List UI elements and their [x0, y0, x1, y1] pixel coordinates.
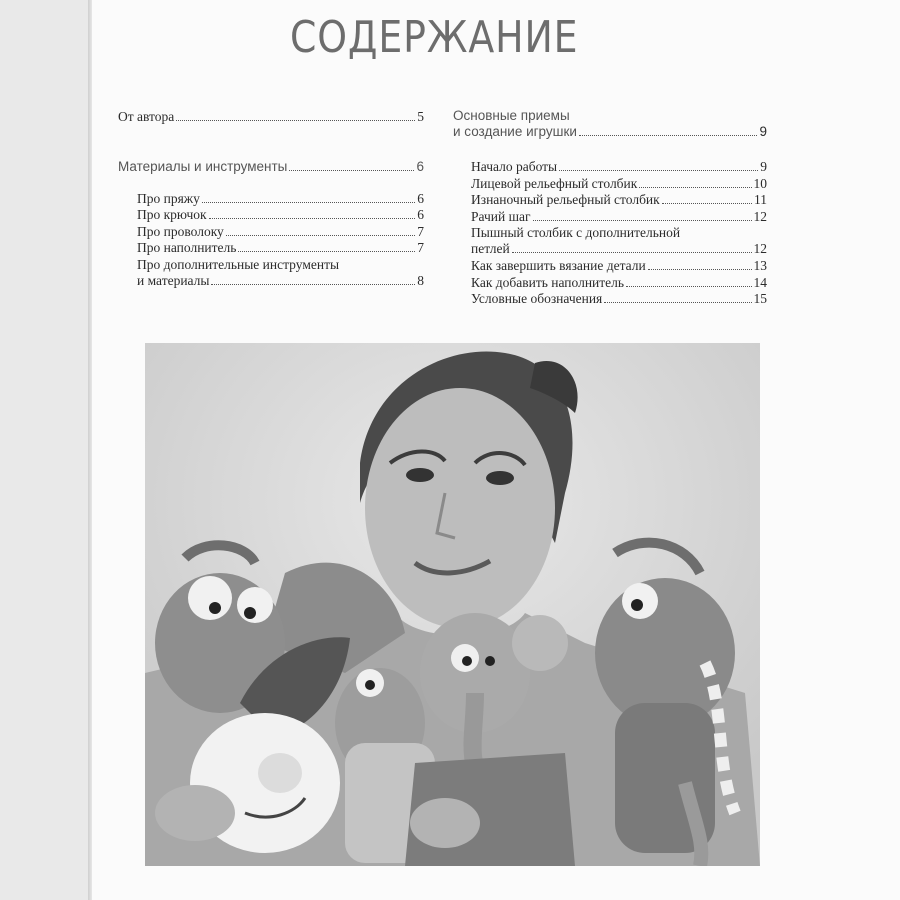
toc-leader — [639, 187, 751, 188]
toc-entry-start[interactable] — [471, 159, 767, 175]
toc-entry-puff-stitch[interactable] — [471, 225, 767, 257]
toc-entry-materials[interactable] — [118, 159, 424, 175]
toc-entry-stuffing[interactable] — [471, 275, 767, 291]
toc-page: 8 — [417, 273, 424, 288]
toc-page: 6 — [416, 159, 424, 174]
toc-label-line1: Пышный столбик с дополнительной — [471, 225, 681, 240]
toc-label: Изнаночный рельефный столбик — [471, 192, 660, 207]
toc-page: 10 — [753, 176, 767, 191]
toc-label: Про пряжу — [137, 191, 200, 206]
toc-label: Рачий шаг — [471, 209, 531, 224]
toc-entry-back-post[interactable] — [471, 192, 767, 208]
author-photo — [145, 343, 760, 866]
toc-section-label-line1: Основные приемы — [453, 108, 570, 123]
toc-entry-finish[interactable] — [471, 258, 767, 274]
face-shape — [365, 388, 555, 628]
toc-leader — [238, 251, 415, 252]
toc-label: Лицевой рельефный столбик — [471, 176, 638, 191]
toc-page: 14 — [753, 275, 767, 290]
toc-page: 12 — [753, 241, 767, 256]
toc-entry-front-post[interactable] — [471, 176, 767, 192]
toc-entry-filler[interactable] — [137, 240, 424, 256]
toc-page: 9 — [760, 159, 767, 174]
toc-leader — [626, 286, 751, 287]
toc-entry-author[interactable] — [118, 109, 424, 125]
toc-page: 6 — [417, 191, 424, 206]
toc-label-line1: Про дополнительные инструменты — [137, 257, 340, 272]
toc-leader — [512, 252, 752, 253]
toc-label: Как добавить наполнитель — [471, 275, 625, 290]
toc-label: Начало работы — [471, 159, 558, 174]
toc-page: 5 — [417, 109, 424, 124]
toc-label: Условные обозначения — [471, 291, 603, 306]
toc-label: От автора — [118, 109, 175, 124]
toc-page: 7 — [417, 224, 424, 239]
toc-entry-basics[interactable] — [453, 108, 767, 140]
toc-label: Как завершить вязание детали — [471, 258, 646, 273]
toc-label: Про наполнитель — [137, 240, 237, 255]
toc-leader — [289, 170, 414, 171]
toc-leader — [559, 170, 758, 171]
toc-leader — [202, 202, 415, 203]
toc-page: 9 — [759, 124, 767, 139]
toc-page: 12 — [753, 209, 767, 224]
author-photo-illustration — [145, 343, 760, 866]
toc-page: 13 — [753, 258, 767, 273]
toc-leader — [176, 120, 415, 121]
toc-leader — [533, 220, 752, 221]
toc-page: 11 — [754, 192, 767, 207]
page-title: СОДЕРЖАНИЕ — [290, 12, 579, 63]
toc-leader — [648, 269, 752, 270]
toc-entry-hook[interactable] — [137, 207, 424, 223]
toc-label-line2: петлей — [471, 241, 510, 256]
toc-label-line2: и материалы — [137, 273, 210, 288]
toc-page: 7 — [417, 240, 424, 255]
toc-leader — [662, 203, 752, 204]
toc-leader — [209, 218, 416, 219]
toc-entry-wire[interactable] — [137, 224, 424, 240]
toc-leader — [226, 235, 415, 236]
toc-entry-extra-tools[interactable] — [137, 257, 424, 289]
toc-entry-legend[interactable] — [471, 291, 767, 307]
toc-page: 6 — [417, 207, 424, 222]
toc-leader — [211, 284, 415, 285]
toc-leader — [579, 135, 758, 136]
toc-leader — [604, 302, 751, 303]
toc-section-label-line2: и создание игрушки — [453, 124, 577, 139]
toc-section-label: Материалы и инструменты — [118, 159, 288, 174]
toc-label: Про проволоку — [137, 224, 224, 239]
toc-label: Про крючок — [137, 207, 207, 222]
toc-page: 15 — [753, 291, 767, 306]
toc-entry-crab-stitch[interactable] — [471, 209, 767, 225]
toc-entry-yarn[interactable] — [137, 191, 424, 207]
